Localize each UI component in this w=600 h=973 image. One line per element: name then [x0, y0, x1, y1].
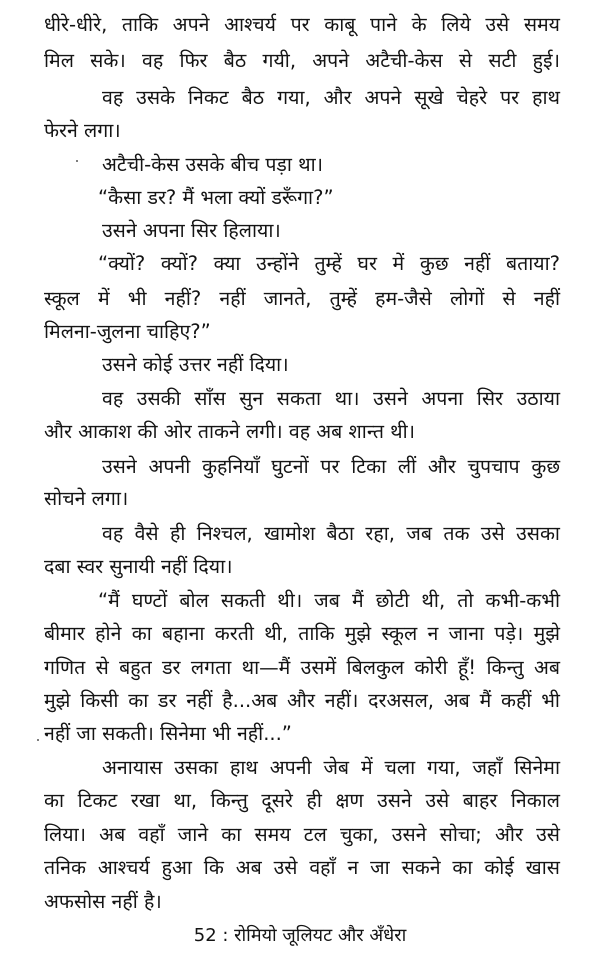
text-line: अटैची-केस उसके बीच पड़ा था।: [102, 153, 324, 176]
text-line: तनिक आश्चर्य हुआ कि अब उसे वहाँ न जा सकने का कोई खास: [44, 856, 560, 879]
text-line: फेरने लगा।: [44, 119, 121, 142]
text-line: और आकाश की ओर ताकने लगी। वह अब शान्त थी।: [44, 420, 416, 443]
text-line: उसने अपना सिर हिलाया।: [102, 219, 281, 242]
text-line: गणित से बहुत डर लगता था—मैं उसमें बिलकुल कोरी हूँ! किन्तु अब: [44, 656, 560, 679]
text-line: मिल सके। वह फिर बैठ गयी, अपने अटैची-केस से सटी हुई।: [44, 49, 560, 72]
text-line: धीरे-धीरे, ताकि अपने आश्चर्य पर काबू पाने के लिये उसे समय: [44, 13, 560, 36]
text-line: सोचने लगा।: [44, 487, 129, 510]
text-line: दबा स्वर सुनायी नहीं दिया।: [44, 555, 233, 578]
text-line: नहीं जा सकती। सिनेमा भी नहीं...”: [44, 722, 292, 745]
text-line: मिलना-जुलना चाहिए?”: [44, 320, 211, 343]
text-line: अफसोस नहीं है।: [44, 890, 162, 913]
text-line: “कैसा डर? मैं भला क्यों डरूँगा?”: [98, 186, 334, 209]
text-line: लिया। अब वहाँ जाने का समय टल चुका, उसने सोचा; और उसे: [44, 823, 560, 846]
page-footer: 52 : रोमियो जूलियट और अँधेरा: [193, 925, 407, 946]
print-speck: [37, 739, 39, 741]
text-line: “मैं घण्टों बोल सकती थी। जब मैं छोटी थी, तो कभी-कभी: [98, 589, 560, 612]
text-line: “क्यों? क्यों? क्या उन्होंने तुम्हें घर में कुछ नहीं बताया?: [98, 252, 560, 275]
text-line: स्कूल में भी नहीं? नहीं जानते, तुम्हें हम-जैसे लोगों से नहीं: [44, 287, 560, 310]
text-line: वह उसके निकट बैठ गया, और अपने सूखे चेहरे पर हाथ: [102, 86, 560, 109]
text-line: वह उसकी साँस सुन सकता था। उसने अपना सिर उठाया: [102, 387, 560, 410]
text-line: उसने अपनी कुहनियाँ घुटनों पर टिका लीं और चुपचाप कुछ: [102, 455, 560, 478]
text-line: उसने कोई उत्तर नहीं दिया।: [102, 353, 289, 376]
text-line: बीमार होने का बहाना करती थी, ताकि मुझे स्कूल न जाना पड़े। मुझे: [44, 622, 560, 645]
print-speck: [76, 160, 78, 162]
text-line: का टिकट रखा था, किन्तु दूसरे ही क्षण उसने उसे बाहर निकाल: [44, 789, 560, 812]
text-line: वह वैसे ही निश्चल, खामोश बैठा रहा, जब तक उसे उसका: [102, 522, 560, 545]
text-line: मुझे किसी का डर नहीं है...अब और नहीं। दरअसल, अब मैं कहीं भी: [44, 689, 560, 712]
text-line: अनायास उसका हाथ अपनी जेब में चला गया, जहाँ सिनेमा: [102, 756, 560, 779]
